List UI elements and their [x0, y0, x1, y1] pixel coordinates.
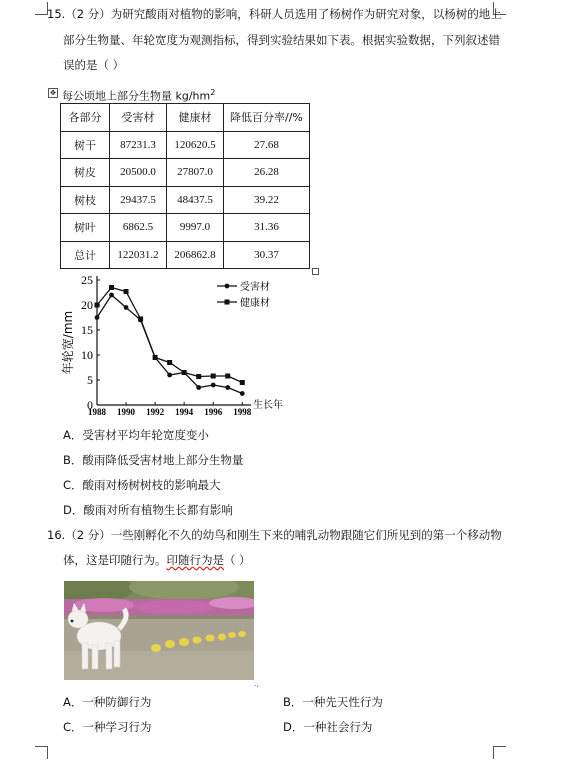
q15-option-b[interactable]: B．酸雨降低受害材地上部分生物量 [63, 453, 244, 467]
table-cell: 总计 [61, 241, 110, 269]
crop-mark-bottom-right [493, 746, 506, 759]
data-point-square [167, 360, 172, 365]
q16-line-2-wavy: 印随行为是 [166, 553, 224, 567]
table-row [61, 131, 310, 159]
data-point-square [153, 355, 158, 360]
table-header-cell: 受害材 [110, 104, 167, 132]
legend-marker-circle [225, 284, 230, 289]
data-point-circle [124, 305, 129, 310]
table-cell: 树皮 [61, 159, 110, 187]
table-row [61, 241, 310, 269]
q15-option-c[interactable]: C．酸雨对杨树树枝的影响最大 [63, 478, 221, 492]
table-row [61, 214, 310, 242]
table-caption [62, 85, 215, 104]
data-point-circle [211, 383, 216, 388]
y-tick-label: 0 [87, 398, 93, 412]
table-caption-text: 每公顷地上部分生物量 kg/hm [62, 89, 211, 103]
q16-line-2 [63, 553, 251, 568]
data-point-circle [196, 385, 201, 390]
data-point-circle [95, 315, 100, 320]
y-tick-label: 20 [81, 298, 93, 312]
chart-plot-area [60, 273, 283, 417]
y-tick-label: 15 [81, 323, 93, 337]
x-tick-label: 1998 [233, 407, 252, 417]
table-move-handle-icon[interactable]: ✥ [48, 88, 58, 98]
photo-end-mark: ., [254, 679, 260, 688]
table-cell: 27.68 [224, 131, 310, 159]
crop-mark-bottom-left [35, 746, 48, 759]
table-cell: 树叶 [61, 214, 110, 242]
table-cell: 20500.0 [110, 159, 167, 187]
data-point-circle [109, 293, 114, 298]
biomass-table [60, 103, 310, 269]
table-cell: 27807.0 [167, 159, 224, 187]
q15-line-1: 15.（2 分）为研究酸雨对植物的影响，科研人员选用了杨树作为研究对象，以杨树的地上 [47, 7, 502, 21]
x-tick-label: 1988 [88, 407, 106, 417]
table-header-cell: 健康材 [167, 104, 224, 132]
table-cell: 9997.0 [167, 214, 224, 242]
table-cell: 87231.3 [110, 131, 167, 159]
data-point-square [138, 317, 143, 322]
legend-marker-square [225, 300, 230, 305]
table-cell: 30.37 [224, 241, 310, 269]
table-cell: 26.28 [224, 159, 310, 187]
table-header-cell: 各部分 [61, 104, 110, 132]
legend-label: 健康材 [240, 298, 270, 309]
table-cell: 31.36 [224, 214, 310, 242]
table-header-cell: 降低百分率//% [224, 104, 310, 132]
table-cell: 48437.5 [167, 186, 224, 214]
x-tick-label: 1994 [175, 407, 194, 417]
ring-width-chart [55, 272, 295, 422]
q16-option-a[interactable]: A．一种防御行为 [63, 695, 152, 709]
q15-option-d[interactable]: D．酸雨对所有植物生长都有影响 [63, 503, 233, 517]
table-resize-handle[interactable] [312, 268, 319, 275]
data-point-square [240, 380, 245, 385]
dog-ducklings-photo [64, 581, 254, 680]
table-cell: 122031.2 [110, 241, 167, 269]
q15-line-2: 部分生物量、年轮宽度为观测指标，得到实验结果如下表。根据实验数据，下列叙述错 [63, 33, 500, 47]
data-point-circle [167, 373, 172, 378]
table-header-row [61, 104, 310, 132]
table-cell: 206862.8 [167, 241, 224, 269]
table-cell: 120620.5 [167, 131, 224, 159]
q16-option-b[interactable]: B．一种先天性行为 [283, 695, 383, 709]
data-point-square [211, 374, 216, 379]
table-cell: 树干 [61, 131, 110, 159]
table-cell: 39.22 [224, 186, 310, 214]
table-caption-sup: 2 [210, 88, 216, 97]
q16-option-d[interactable]: D．一种社会行为 [283, 720, 373, 734]
table-cell: 6862.5 [110, 214, 167, 242]
data-point-circle [225, 385, 230, 390]
data-point-circle [240, 391, 245, 396]
data-point-square [124, 289, 129, 294]
data-point-square [182, 370, 187, 375]
table-row [61, 159, 310, 187]
q16-line-1: 16.（2 分）一些刚孵化不久的幼鸟和刚生下来的哺乳动物跟随它们所见到的第一个移动物 [47, 528, 502, 542]
x-tick-label: 1990 [117, 407, 136, 417]
table-cell: 树枝 [61, 186, 110, 214]
q15-line-3: 误的是（ ） [63, 58, 125, 72]
x-tick-label: 1992 [146, 407, 165, 417]
table-row [61, 186, 310, 214]
table-cell: 29437.5 [110, 186, 167, 214]
data-point-square [109, 285, 114, 290]
q15-option-a[interactable]: A．受害材平均年轮宽度变小 [63, 428, 209, 442]
y-tick-label: 25 [81, 273, 93, 287]
q16-line-2-pre: 体，这是印随行为。 [63, 553, 167, 567]
data-point-square [95, 303, 100, 308]
x-axis-label: 生长年 [253, 400, 283, 411]
legend-label: 受害材 [240, 282, 270, 293]
x-tick-label: 1996 [204, 407, 223, 417]
series-line-1 [97, 295, 242, 394]
data-point-square [225, 374, 230, 379]
y-tick-label: 5 [87, 373, 93, 387]
q16-option-c[interactable]: C．一种学习行为 [63, 720, 152, 734]
y-axis-label: 年轮宽/mm [61, 310, 75, 375]
y-tick-label: 10 [81, 348, 93, 362]
data-point-square [196, 374, 201, 379]
q16-line-2-post: （ ） [224, 553, 251, 567]
